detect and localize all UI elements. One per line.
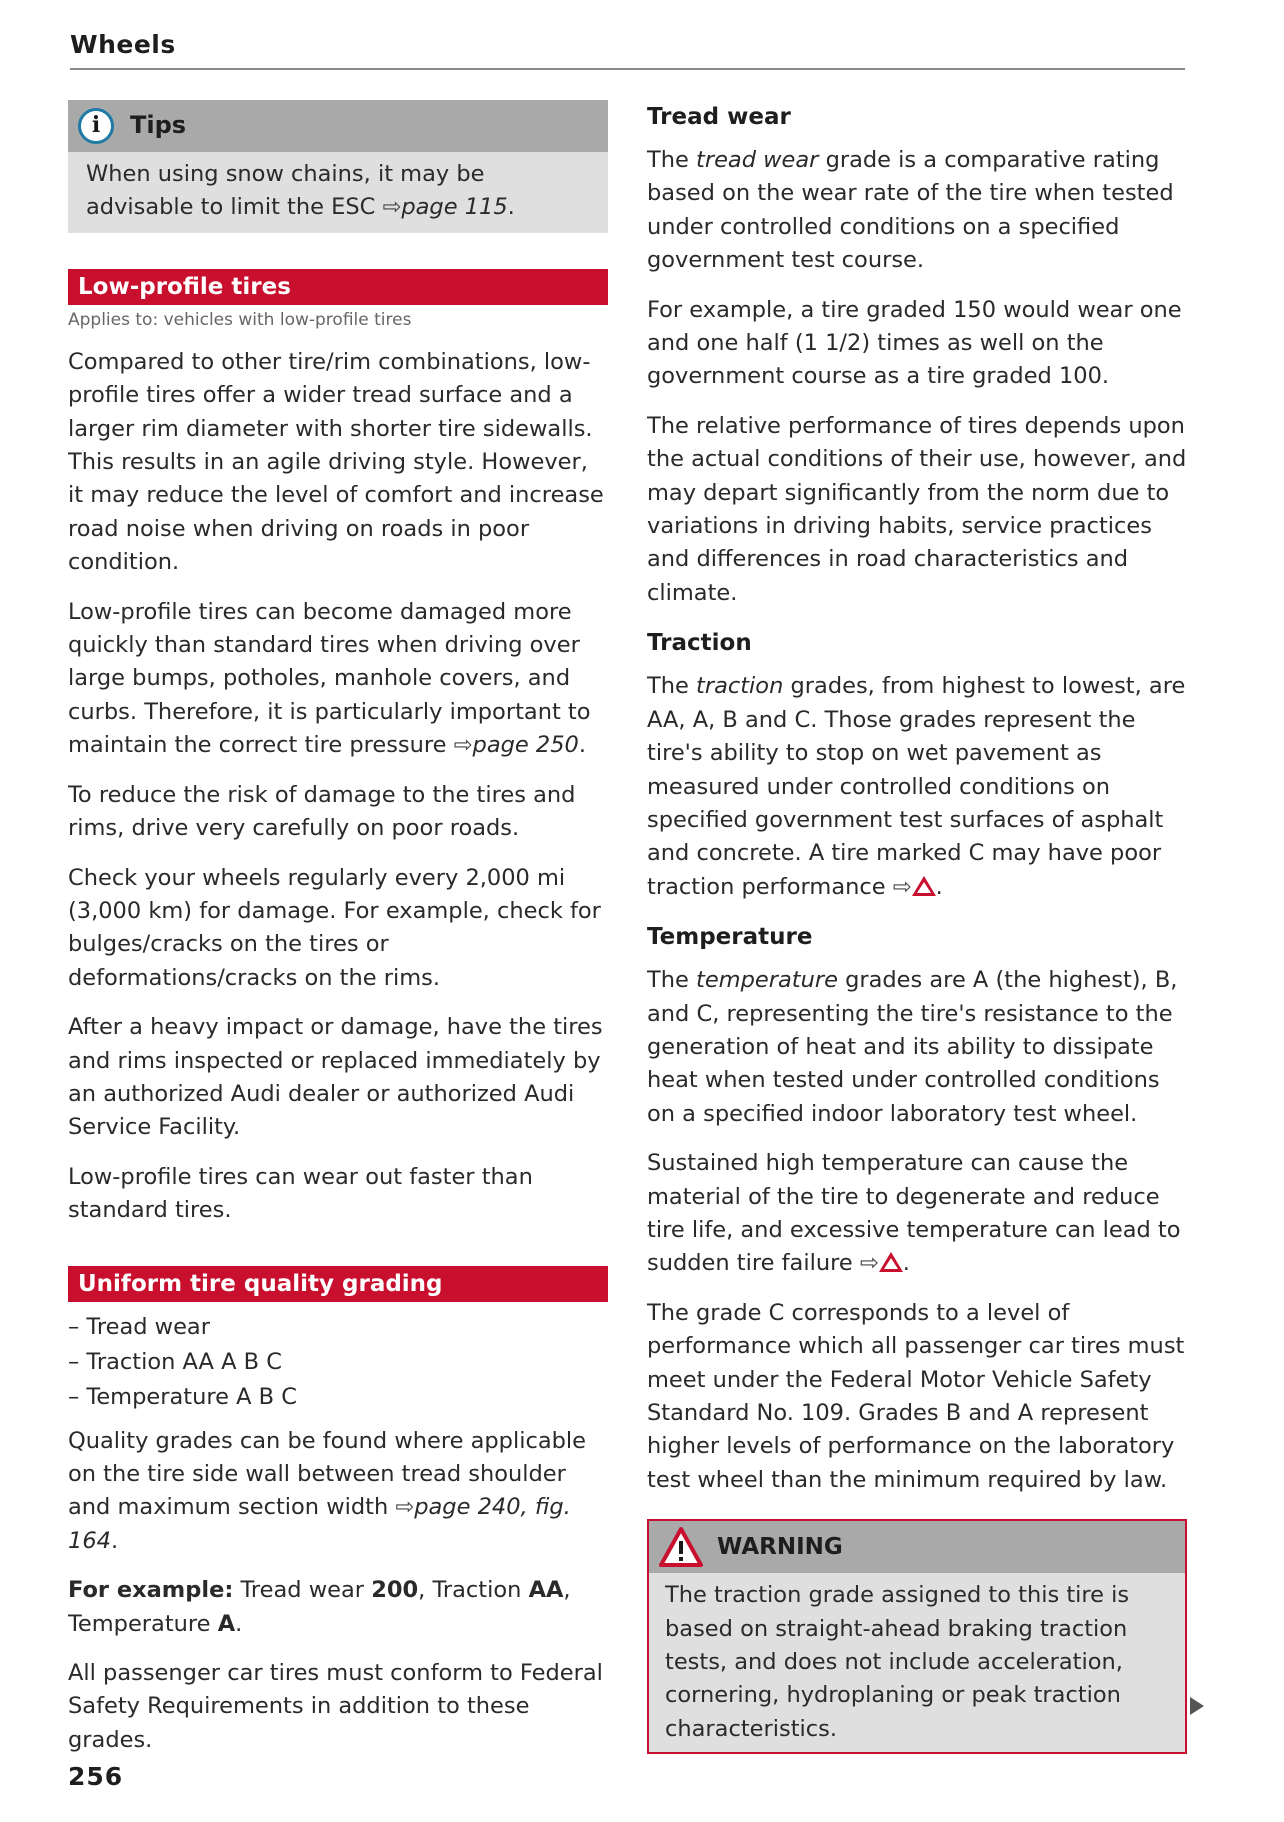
paragraph: Check your wheels regularly every 2,000 mi (3,000 km) for damage. For example, check for bulges/cracks on the tires or deformations/cracks on the rims. xyxy=(68,864,601,991)
page-reference-link[interactable]: page 240, fig. 164 xyxy=(68,1494,571,1554)
paragraph: For example, a tire graded 150 would wear one and one half (1 1/2) times as well on the government course as a tire graded 100. xyxy=(647,296,1182,390)
applies-to-note: Applies to: vehicles with low-profile tires xyxy=(68,309,412,330)
paragraph: The temperature grades are A (the highest), B, and C, representing the tire's resistance to the generation of heat and its ability to dissipate heat when tested under controlled conditions on a specified indoor laboratory test wheel. xyxy=(647,967,1178,1127)
paragraph: The traction grades, from highest to lowest, are AA, A, B and C. Those grades represent the tire's ability to stop on wet pavement as measured under controlled conditions on specified government test surfaces of asphalt and concrete. A tire marked C may have poor traction performance ⇨ . xyxy=(647,673,1186,900)
continue-arrow-icon xyxy=(1190,1697,1204,1715)
header-divider xyxy=(70,68,1185,70)
paragraph: Quality grades can be found where applicable on the tire side wall between tread shoulder and maximum section width ⇨page 240, fig. 164. xyxy=(68,1427,587,1554)
subheading-temperature: Temperature xyxy=(647,924,813,951)
warning-box xyxy=(647,1519,1187,1754)
grades-list xyxy=(68,1310,608,1415)
page-number: 256 xyxy=(68,1762,124,1791)
warning-header xyxy=(649,1521,1185,1573)
running-header: Wheels xyxy=(70,30,176,59)
tips-text: When using snow chains, it may be advisable to limit the ESC ⇨page 115. xyxy=(86,161,515,221)
paragraph: To reduce the risk of damage to the tires and rims, drive very carefully on poor roads. xyxy=(68,781,576,842)
list-item: – Tread wear xyxy=(68,1310,608,1345)
paragraph: Sustained high temperature can cause the material of the tire to degenerate and reduce tire life, and excessive temperature can lead to sudden tire failure ⇨ . xyxy=(647,1150,1181,1277)
paragraph: Low-profile tires can become damaged more quickly than standard tires when driving over large bumps, potholes, manhole covers, and curbs. Therefore, it is particularly important to maintain the correct tire pressure ⇨page 250. xyxy=(68,598,591,759)
paragraph: The relative performance of tires depends upon the actual conditions of their use, however, and may depart significantly from the norm due to variations in driving habits, service practices and differences in road characteristics and climate. xyxy=(647,412,1187,606)
arrow-right-icon: ⇨ xyxy=(382,194,402,221)
paragraph: All passenger car tires must conform to Federal Safety Requirements in addition to these grades. xyxy=(68,1660,603,1753)
warning-triangle-icon[interactable] xyxy=(879,1252,903,1272)
warning-icon xyxy=(659,1527,703,1567)
page-reference-link[interactable]: page 115 xyxy=(401,194,508,221)
right-column xyxy=(647,100,1187,1754)
warning-title: WARNING xyxy=(717,1533,843,1560)
arrow-right-icon: ⇨ xyxy=(859,1250,879,1277)
section-heading-low-profile: Low-profile tires xyxy=(68,269,608,305)
example-paragraph: For example: Tread wear 200, Traction AA, Temperature A. xyxy=(68,1577,571,1637)
paragraph: After a heavy impact or damage, have the tires and rims inspected or replaced immediately by an authorized Audi dealer or authorized Audi Service Facility. xyxy=(68,1014,603,1141)
page-reference-link[interactable]: page 250 xyxy=(472,732,579,759)
paragraph: Low-profile tires can wear out faster than standard tires. xyxy=(68,1163,533,1224)
tips-box xyxy=(68,100,608,233)
paragraph: The grade C corresponds to a level of performance which all passenger car tires must meet under the Federal Motor Vehicle Safety Standard No. 109. Grades B and A represent higher levels of performance on the laboratory test wheel than the minimum required by law. xyxy=(647,1299,1185,1493)
paragraph: The tread wear grade is a comparative rating based on the wear rate of the tire when tested under controlled conditions on a specified government test course. xyxy=(647,147,1174,274)
arrow-right-icon: ⇨ xyxy=(395,1494,415,1521)
subheading-tread-wear: Tread wear xyxy=(647,104,791,130)
section-heading-uniform-grading: Uniform tire quality grading xyxy=(68,1266,608,1302)
tips-title: Tips xyxy=(130,111,187,140)
tips-header xyxy=(68,100,608,152)
arrow-right-icon: ⇨ xyxy=(892,873,912,900)
list-item: – Temperature A B C xyxy=(68,1380,608,1415)
list-item: – Traction AA A B C xyxy=(68,1345,608,1380)
paragraph: Compared to other tire/rim combinations, low-profile tires offer a wider tread surface and a larger rim diameter with shorter tire sidewalls. This results in an agile driving style. However, it may reduce the level of comfort and increase road noise when driving on roads in poor condition. xyxy=(68,348,604,576)
left-column xyxy=(68,100,608,1773)
warning-triangle-icon[interactable] xyxy=(912,876,936,896)
subheading-traction: Traction xyxy=(647,630,752,657)
arrow-right-icon: ⇨ xyxy=(453,732,473,759)
info-icon: i xyxy=(78,108,114,144)
warning-text: The traction grade assigned to this tire is based on straight-ahead braking traction tests, and does not include acceleration, cornering, hydroplaning or peak traction characteristics. xyxy=(665,1582,1130,1742)
